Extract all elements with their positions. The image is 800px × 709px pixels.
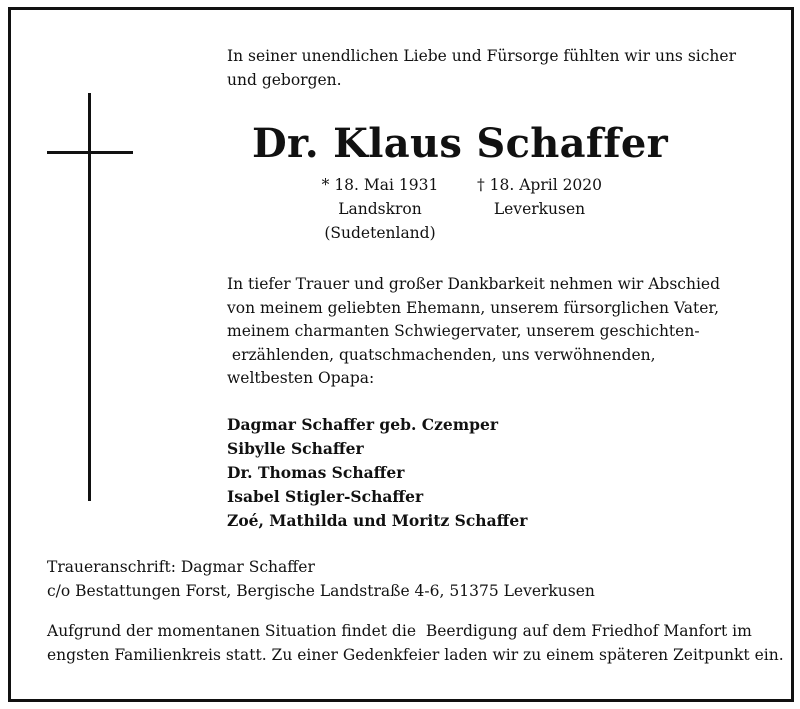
death-info: [467, 173, 612, 221]
birth-place: Landskron: [338, 200, 422, 218]
farewell-text: [227, 273, 720, 391]
funeral-note: [47, 620, 784, 667]
address-line: c/o Bestattungen Forst, Bergische Landstraße 4-6, 51375 Leverkusen: [47, 581, 595, 600]
family-member: Zoé, Mathilda und Moritz Schaffer: [227, 511, 528, 530]
family-member: Dagmar Schaffer geb. Czemper: [227, 415, 499, 434]
birth-date: * 18. Mai 1931: [321, 176, 439, 194]
farewell-line: erzählenden, quatschmachenden, uns verwöhnenden,: [227, 345, 656, 364]
family-member: Dr. Thomas Schaffer: [227, 463, 405, 482]
note-line: engsten Familienkreis statt. Zu einer Gedenkfeier laden wir zu einem späteren Zeitpunkt ein.: [47, 645, 784, 664]
intro-line: und geborgen.: [227, 70, 342, 89]
deceased-name: Dr. Klaus Schaffer: [252, 120, 668, 167]
note-line: Aufgrund der momentanen Situation findet die Beerdigung auf dem Friedhof Manfort im: [47, 622, 752, 640]
farewell-line: In tiefer Trauer und großer Dankbarkeit nehmen wir Abschied: [227, 275, 721, 293]
intro-line: In seiner unendlichen Liebe und Fürsorge fühlten wir uns sicher: [227, 47, 736, 65]
farewell-line: meinem charmanten Schwiegervater, unserem geschichten-: [227, 322, 700, 340]
birth-region: (Sudetenland): [324, 224, 436, 242]
family-member: Isabel Stigler-Schaffer: [227, 487, 424, 506]
address-line: Traueranschrift: Dagmar Schaffer: [47, 558, 315, 576]
family-member: Sibylle Schaffer: [227, 439, 364, 458]
farewell-line: weltbesten Opapa:: [227, 369, 375, 387]
intro-quote: [227, 45, 736, 92]
death-place: Leverkusen: [493, 200, 586, 218]
mourning-address: [47, 556, 595, 603]
birth-info: [300, 173, 460, 245]
family-list: [227, 413, 527, 533]
farewell-line: von meinem geliebten Ehemann, unserem fürsorglichen Vater,: [227, 298, 720, 317]
death-date: † 18. April 2020: [476, 176, 603, 194]
